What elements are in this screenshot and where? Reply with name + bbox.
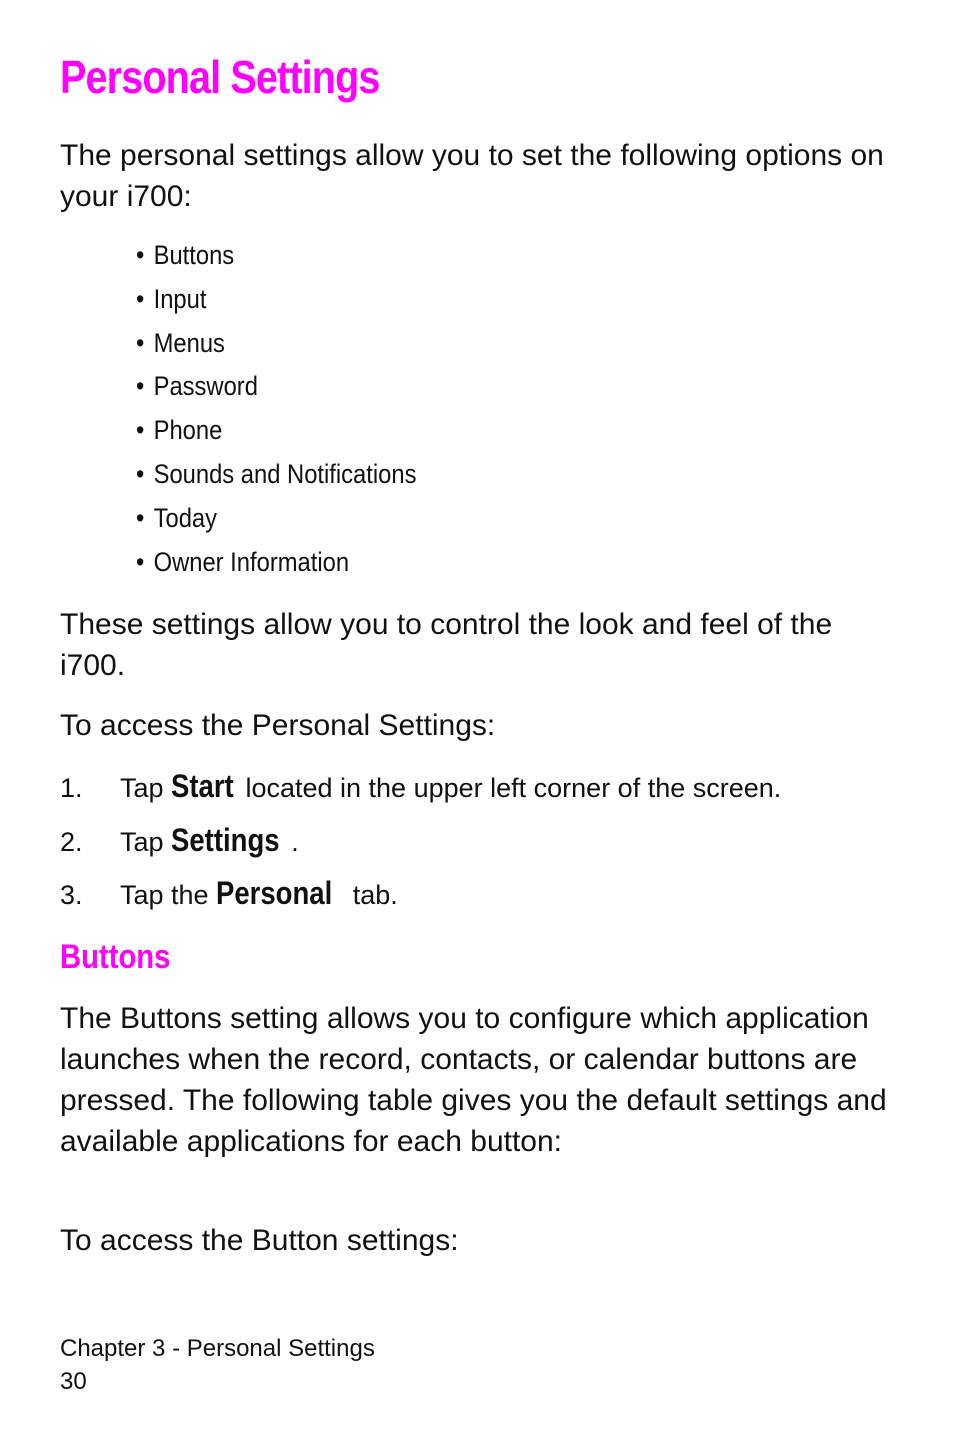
page-number: 30 — [60, 1368, 87, 1395]
list-item: • Owner Information — [136, 541, 416, 585]
footer-chapter: Chapter 3 - Personal Settings — [60, 1335, 375, 1362]
page-footer — [60, 1332, 375, 1398]
bullet-icon: • — [136, 502, 145, 533]
look-feel-paragraph: These settings allow you to control the look and feel of the i700. — [60, 608, 833, 682]
step-keyword: Personal — [216, 875, 333, 911]
bullet-icon: • — [136, 327, 145, 358]
options-list — [136, 234, 455, 584]
list-item: • Sounds and Notifications — [136, 453, 416, 497]
bullet-icon: • — [136, 546, 145, 577]
bullet-icon: • — [136, 240, 145, 270]
step-item: 2. Tap Settings . — [60, 814, 781, 868]
buttons-access: To access the Button settings: — [60, 1224, 459, 1257]
bullet-icon: • — [136, 283, 145, 314]
access-intro: To access the Personal Settings: — [60, 709, 496, 742]
step-keyword: Settings — [171, 821, 280, 858]
intro-paragraph: The personal settings allow you to set the following options on your i700: — [60, 139, 884, 213]
bullet-icon: • — [136, 371, 145, 402]
list-item: • Menus — [136, 322, 416, 366]
step-item: 3. Tap the Personal tab. — [60, 867, 781, 921]
list-item: • Password — [136, 365, 416, 409]
step-item: 1. Tap Start located in the upper left corner of the screen. — [60, 760, 781, 814]
steps-list — [60, 760, 781, 921]
list-item: • Today — [136, 497, 416, 541]
buttons-paragraph: The Buttons setting allows you to configure which application launches when the record, contacts, or calendar buttons are pressed. The following table gives you the default settings and available applications for each button: — [60, 1002, 887, 1158]
page-title: Personal Settings — [60, 51, 380, 103]
list-item: • Phone — [136, 409, 416, 453]
step-keyword: Start — [171, 768, 234, 804]
list-item: • Input — [136, 278, 416, 322]
bullet-icon: • — [136, 415, 145, 446]
buttons-heading: Buttons — [60, 938, 171, 976]
bullet-icon: • — [136, 458, 145, 489]
list-item: • Buttons — [136, 234, 416, 278]
